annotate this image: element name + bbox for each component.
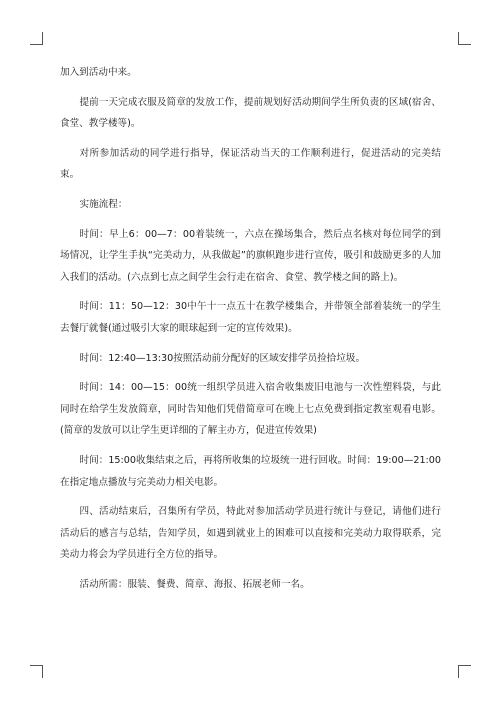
paragraph-distribution: 提前一天完成衣服及简章的发放工作，提前规划好活动期间学生所负责的区域(宿舍、食堂、教学楼等)。 [60,96,441,130]
paragraph-requirements: 活动所需：服装、餐费、简章、海报、拓展老师一名。 [79,578,310,590]
crop-mark-top-left [30,32,43,45]
paragraph-schedule-cleanup: 时间：12:40—13:30按照活动前分配好的区域安排学员捡拾垃圾。 [79,352,366,364]
paragraph-continuation: 加入到活动中来。 [60,67,137,78]
crop-mark-bottom-right [458,665,471,678]
crop-mark-bottom-left [30,665,43,678]
crop-mark-top-right [458,32,471,45]
document-body [60,62,441,603]
paragraph-schedule-noon: 时间：11：50—12：30中午十一点五十在教学楼集合，并带领全部着装统一的学生去餐厅就餐(通过吸引大家的眼球起到一定的宣传效果)。 [60,301,441,334]
paragraph-schedule-evening: 时间：15:00收集结束之后，再将所收集的垃圾统一进行回收。时间：19:00—21:00在指定地点播放与完美动力相关电影。 [60,454,441,488]
paragraph-wrap-up: 四、活动结束后，召集所有学员，特此对参加活动学员进行统计与登记，请他们进行活动后的感言与总结，告知学员，如遇到就业上的困难可以直接和完美动力取得联系，完美动力将会为学员进行全方位的指导。 [60,506,441,561]
paragraph-schedule-morning: 时间：早上6：00—7：00着装统一，六点在操场集合，然后点名核对每位同学的到场情况，让学生手执“完美动力，从我做起”的旗帜跑步进行宣传，吸引和鼓励更多的人加入我们的活动。(六点到七点之间学生会行走在宿舍、食堂、教学楼之间的路上)。 [60,228,441,283]
paragraph-guidance: 对所参加活动的同学进行指导，保证活动当天的工作顺利进行，促进活动的完美结束。 [60,147,441,181]
paragraph-schedule-afternoon: 时间：14：00—15：00统一组织学员进入宿舍收集废旧电池与一次性塑料袋，与此同时在给学生发放简章，同时告知他们凭借简章可在晚上七点免费到指定教室观看电影。(简章的发放可以让学生更详细的了解主办方，促进宣传效果) [60,382,441,437]
section-heading-process: 实施流程： [79,198,128,210]
